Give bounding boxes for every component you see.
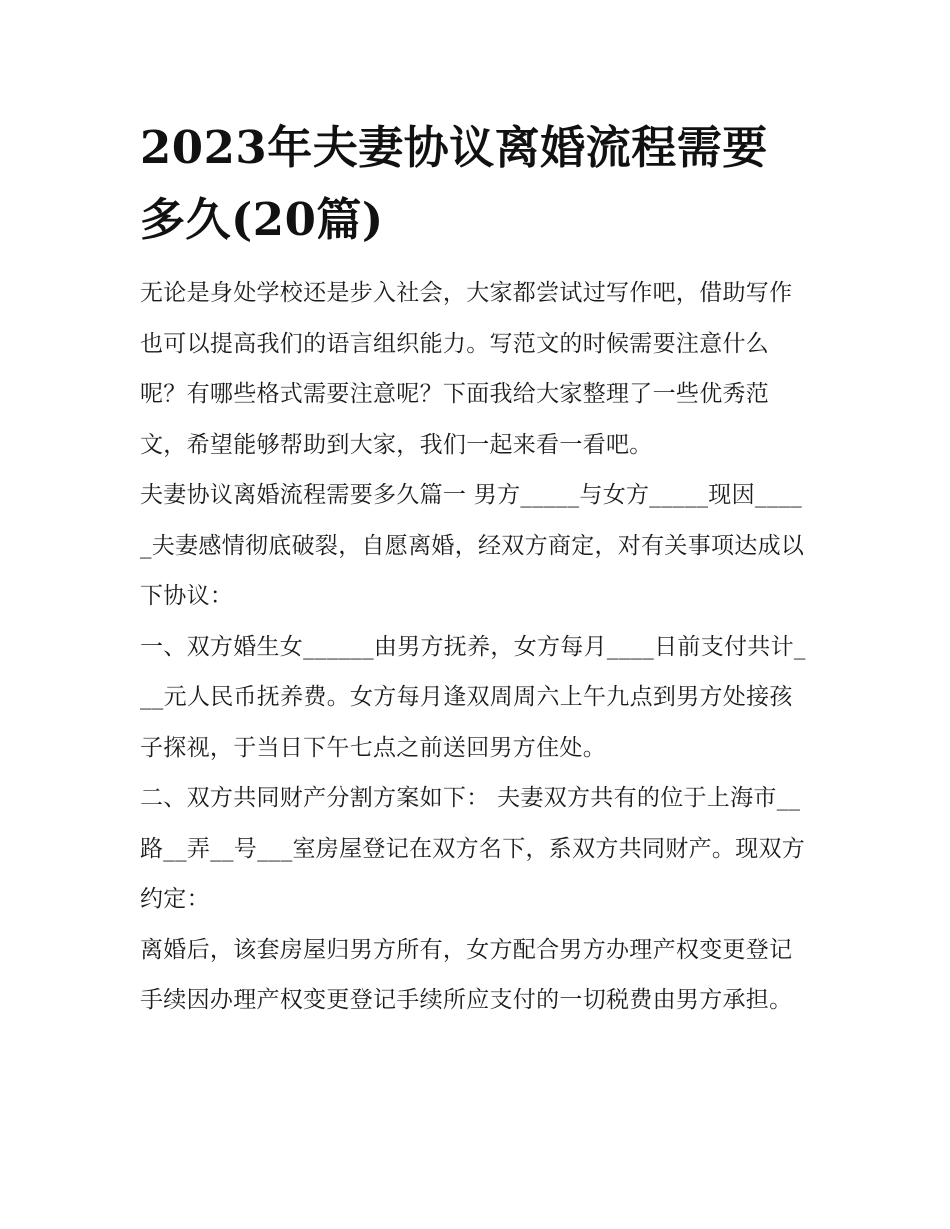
- property-division-paragraph: 二、双方共同财产分割方案如下： 夫妻双方共有的位于上海市__路__弄__号___室房屋登记在双方名下，系双方共同财产。现双方约定：: [140, 785, 806, 912]
- intro-paragraph: 无论是身处学校还是步入社会，大家都尝试过写作吧，借助写作也可以提高我们的语言组织能力。写范文的时候需要注意什么呢？有哪些格式需要注意呢？下面我给大家整理了一些优秀范文，希望能够帮助到大家，我们一起来看一看吧。: [140, 280, 793, 458]
- house-ownership-paragraph: 离婚后，该套房屋归男方所有，女方配合男方办理产权变更登记手续因办理产权变更登记手续所应支付的一切税费由男方承担。: [140, 936, 793, 1013]
- agreement-opening-paragraph: 夫妻协议离婚流程需要多久篇一 男方_____与女方_____现因_____夫妻感情彻底破裂，自愿离婚，经双方商定，对有关事项达成以下协议：: [140, 482, 805, 609]
- document-page: [140, 112, 812, 1026]
- document-title: 2023年夫妻协议离婚流程需要多久(20篇): [140, 121, 768, 246]
- child-custody-paragraph: 一、双方婚生女______由男方抚养，女方每月____日前支付共计___元人民币抚养费。女方每月逢双周周六上午九点到男方处接孩子探视，于当日下午七点之前送回男方住处。: [140, 633, 806, 761]
